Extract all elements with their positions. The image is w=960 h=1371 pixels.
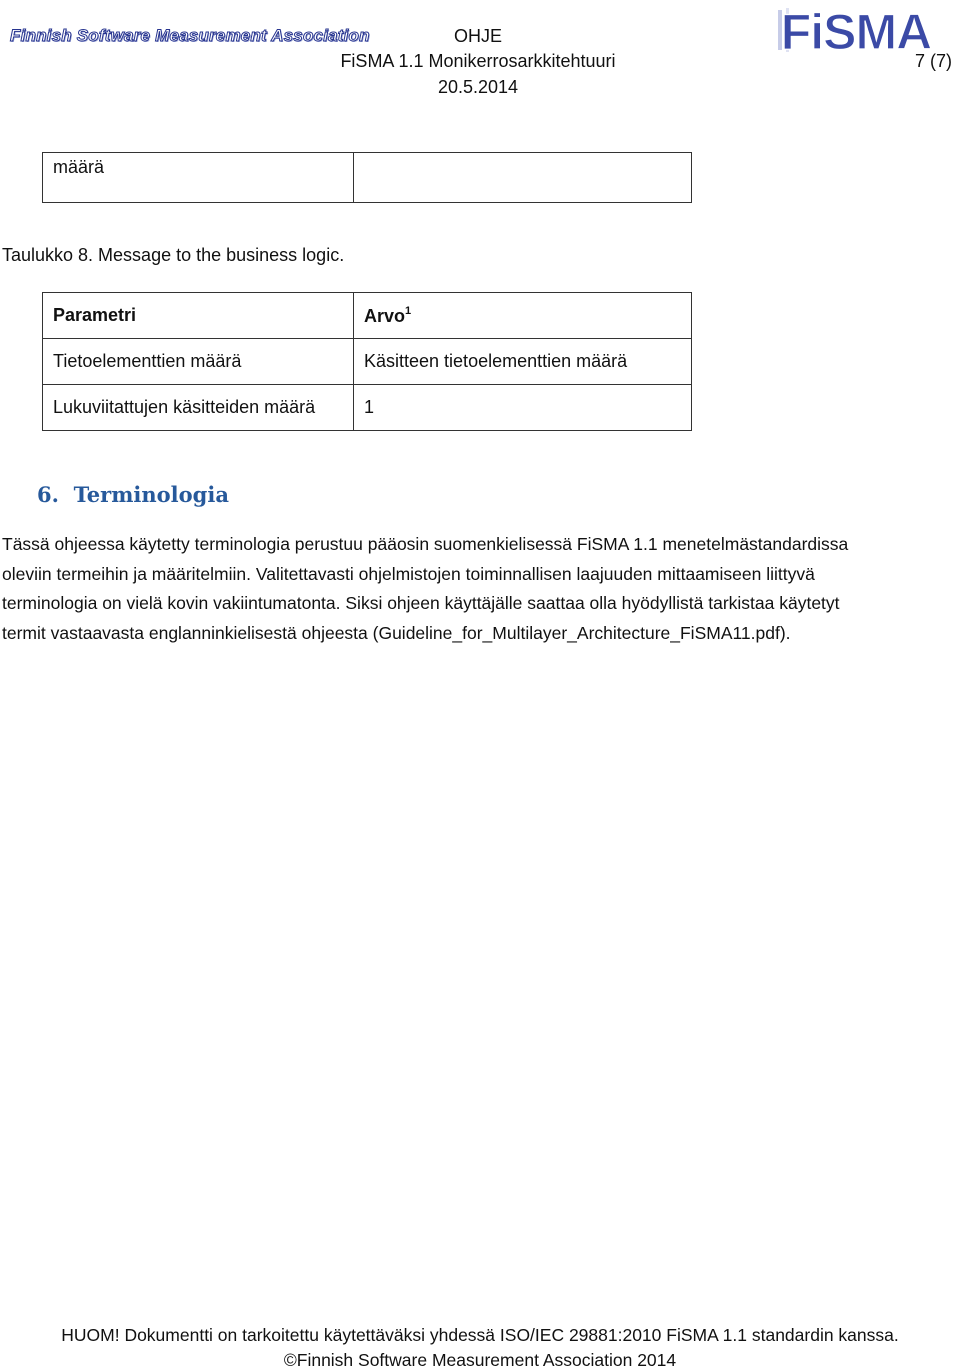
column-header-label: Arvo <box>364 305 406 326</box>
section-paragraph <box>2 530 952 648</box>
footnote-marker: 1 <box>405 304 412 317</box>
column-header: Parametri <box>43 293 354 339</box>
paragraph-line: terminologia on vielä kovin vakiintumatonta. Siksi ohjeen käyttäjälle saattaa olla hyödyllistä tarkistaa käytetyt <box>2 593 840 613</box>
table-cell: Tietoelementtien määrä <box>43 339 354 385</box>
table-cell: 1 <box>354 385 692 431</box>
document-title: FiSMA 1.1 Monikerrosarkkitehtuuri <box>340 51 616 71</box>
table-cell <box>354 153 692 203</box>
column-header <box>354 293 692 339</box>
paragraph-line: Tässä ohjeessa käytetty terminologia perustuu pääosin suomenkielisessä FiSMA 1.1 menetelmästandardissa <box>2 534 849 554</box>
continued-table <box>42 152 692 203</box>
table-cell: Lukuviitattujen käsitteiden määrä <box>43 385 354 431</box>
svg-text:FiSMA: FiSMA <box>780 4 932 58</box>
document-date: 20.5.2014 <box>437 77 519 97</box>
fisma-logo <box>756 2 956 58</box>
footer-copyright: ©Finnish Software Measurement Association 2014 <box>283 1350 677 1370</box>
document-type: OHJE <box>453 26 502 46</box>
page-number: 7 (7) <box>914 51 952 71</box>
section-title: Terminologia <box>73 482 229 507</box>
paragraph-line: oleviin termeihin ja määritelmiin. Valitettavasti ohjelmistojen toiminnallisen laajuuden mittaamiseen liittyvä <box>2 563 815 584</box>
organization-name: Finnish Software Measurement Association <box>10 26 370 45</box>
table-cell: määrä <box>43 153 354 203</box>
table-row <box>43 339 692 385</box>
section-number: 6. <box>37 482 59 507</box>
table-caption: Taulukko 8. Message to the business logic. <box>2 245 345 265</box>
table-row <box>43 153 692 203</box>
table-cell: Käsitteen tietoelementtien määrä <box>354 339 692 385</box>
section-heading <box>37 482 229 507</box>
paragraph-line: termit vastaavasta englanninkielisestä ohjeesta (Guideline_for_Multilayer_Architecture_FiSMA11.pdf). <box>2 622 791 643</box>
message-table <box>42 292 692 431</box>
footer-notice: HUOM! Dokumentti on tarkoitettu käytettäväksi yhdessä ISO/IEC 29881:2010 FiSMA 1.1 standardin kanssa. <box>61 1325 899 1345</box>
table-row <box>43 385 692 431</box>
table-header-row <box>43 293 692 339</box>
